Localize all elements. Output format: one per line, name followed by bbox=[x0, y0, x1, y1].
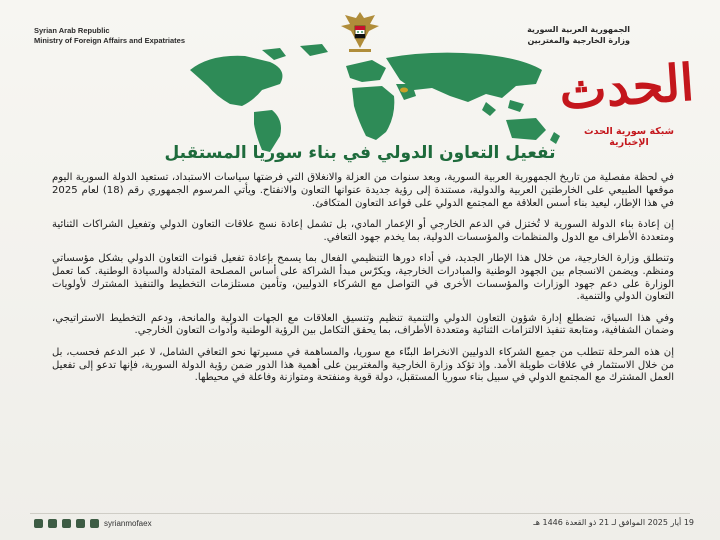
paragraph: إن إعادة بناء الدولة السورية لا تُختزل في الدعم الخارجي أو الإعمار المادي، بل تشمل إعادة نسج علاقات التعاون الدولي وتفعيل الشراكات الثنائية ومتعددة الأطراف مع الدول والمنظمات والمؤسسات الدولية، بما يخدم جهود التعافي. bbox=[52, 218, 674, 243]
footer-divider bbox=[30, 513, 690, 514]
publication-date: 19 أيار 2025 الموافق لـ 21 ذو القعدة 1446 هـ bbox=[533, 518, 694, 527]
x-icon[interactable] bbox=[62, 519, 71, 528]
country-name-en: Syrian Arab Republic bbox=[34, 26, 110, 35]
paragraph: وتنطلق وزارة الخارجية، من خلال هذا الإطار الجديد، في أداء دورها التنظيمي الفعال بما يسمح بإعادة تفعيل قنوات التعاون الدولي بشكل مؤسساتي ومنظم. ويضمن الانسجام بين الجهود الوطنية والمبادرات الخارجية، ويكرّس مبدأ الشراكة على أساس المصلحة المتبادلة والسيادة الوطنية. كما تعمل الوزارة على دعم جهود الوزارات والمؤسسات الأخرى في التواصل مع الشركاء الدوليين، وتأمين مستلزمات التخطيط والتنفيذ المشترك لأولويات التعاون الدولي والتنمية. bbox=[52, 252, 674, 303]
social-footer bbox=[34, 519, 152, 528]
paragraph: وفي هذا السياق، تضطلع إدارة شؤون التعاون الدولي والتنمية تنظيم وتنسيق العلاقات مع الجهات الدولية والمانحة، ودعم التخطيط الاستراتيجي، وضمان الشفافية، ومتابعة تنفيذ الالتزامات الثنائية ومتعددة الأطراف، بما يحقق التكامل بين الرؤية الوطنية وأدوات التعاون الخارجي. bbox=[52, 312, 674, 337]
facebook-icon[interactable] bbox=[76, 519, 85, 528]
world-map-graphic bbox=[150, 40, 620, 158]
ministry-name-ar: وزارة الخارجية والمغتربين bbox=[527, 36, 630, 45]
article-body bbox=[52, 172, 674, 394]
article-title: تفعيل التعاون الدولي في بناء سوريا المستقبل bbox=[164, 143, 556, 163]
country-name-ar: الجمهورية العربية السورية bbox=[527, 25, 630, 34]
ministry-name-en: Ministry of Foreign Affairs and Expatriates bbox=[34, 36, 185, 45]
paragraph: إن هذه المرحلة تتطلب من جميع الشركاء الدوليين الانخراط البنّاء مع سوريا، والمساهمة في مسيرتها نحو التعافي الشامل، لا عبر الدعم فحسب، بل من خلال الاستثمار في علاقات طويلة الأمد. وإذ تؤكد وزارة الخارجية والمغتربين على أهمية هذا الدور ضمن رؤية الدولة السورية، فإنها تدعو إلى تفعيل العمل المشترك مع المجتمع الدولي في سبيل بناء سوريا المستقبل، دولة قوية ومنفتحة ومتوازنة وفاعلة في محيطها. bbox=[52, 346, 674, 384]
paragraph: في لحظة مفصلية من تاريخ الجمهورية العربية السورية، وبعد سنوات من العزلة والانغلاق التي فرضتها سياسات الاستبداد، تستعيد الدولة السورية اليوم موقعها الطبيعي على الخارطتين العربية والدولية، مستندة إلى رؤية جديدة عنوانها التعاون والانفتاح. ويأتي المرسوم الجمهوري رقم (18) لعام 2025 في هذا الإطار، ليعيد بناء أسس العلاقة مع المجتمع الدولي على قواعد التعاون المتكافئ. bbox=[52, 172, 674, 209]
website-icon[interactable] bbox=[90, 519, 99, 528]
instagram-icon[interactable] bbox=[48, 519, 57, 528]
social-handle[interactable]: syrianmofaex bbox=[104, 519, 152, 528]
logo-wordmark: الحدث bbox=[557, 52, 696, 121]
telegram-icon[interactable] bbox=[34, 519, 43, 528]
logo-subtitle: شبكة سورية الحدث الإخبارية bbox=[584, 126, 674, 148]
syria-marker-icon bbox=[400, 88, 408, 93]
